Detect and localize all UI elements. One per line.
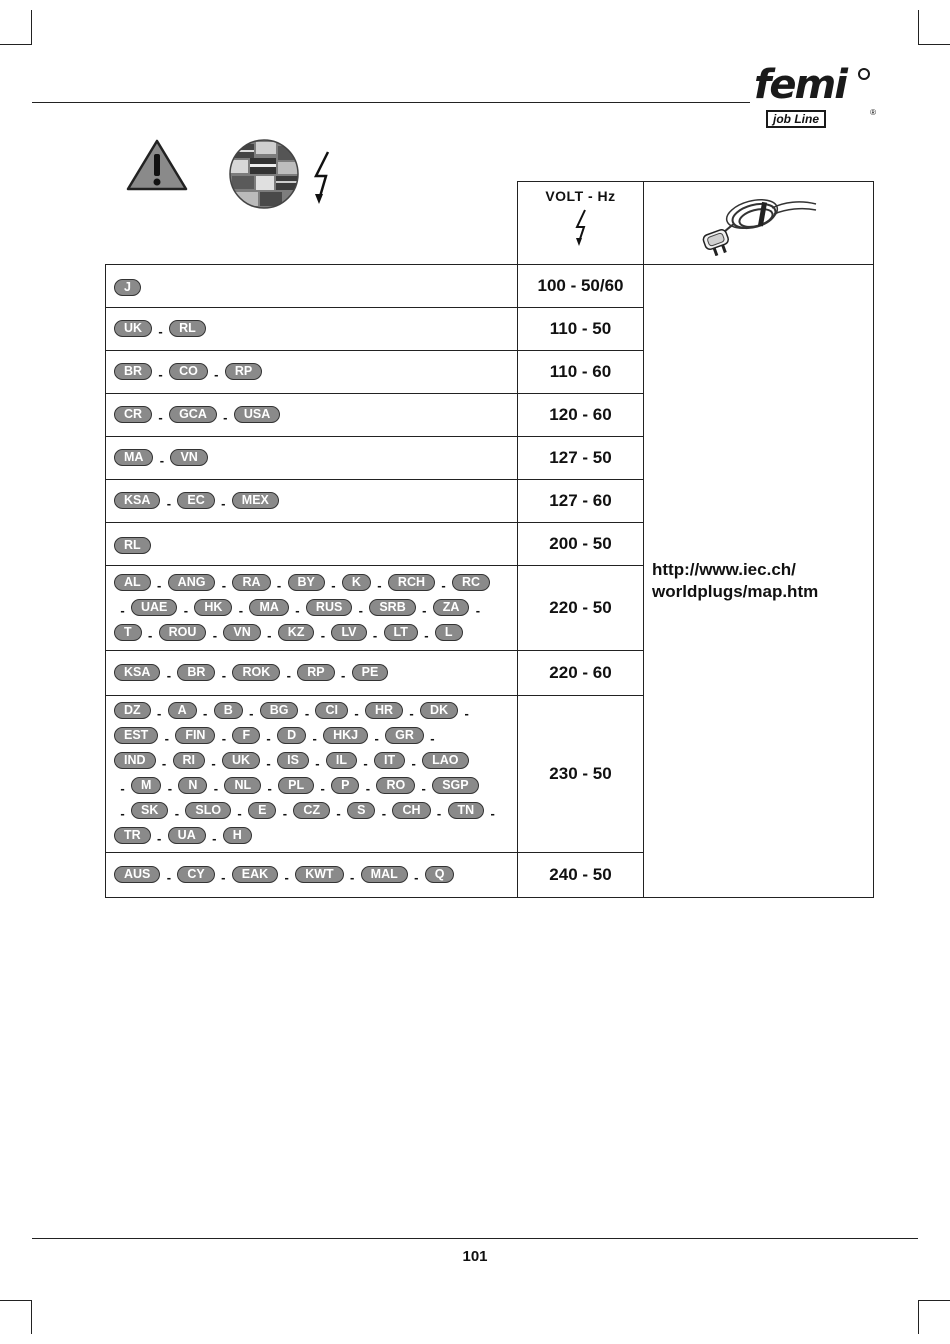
code-separator: -	[221, 869, 226, 885]
code-separator: -	[183, 602, 189, 618]
voltage-value: 127 - 50	[518, 437, 644, 480]
code-separator: -	[157, 706, 162, 721]
country-code-badge: T	[114, 624, 142, 641]
country-codes-cell	[106, 651, 518, 696]
country-code-badge: SLO	[185, 802, 231, 819]
voltage-value: 120 - 60	[518, 394, 644, 437]
country-codes-cell	[106, 523, 518, 566]
voltage-value: 110 - 60	[518, 351, 644, 394]
code-separator: -	[166, 869, 172, 885]
country-code-badge: E	[248, 802, 276, 819]
country-code-badge: RP	[297, 664, 334, 681]
country-codes-cell	[106, 308, 518, 351]
crop-mark-tr-v	[918, 10, 919, 44]
code-separator: -	[304, 706, 310, 721]
code-separator: -	[221, 577, 227, 593]
lightning-bolt-icon	[570, 208, 592, 248]
voltage-value: 100 - 50/60	[518, 265, 644, 308]
country-codes-cell	[106, 265, 518, 308]
code-separator: -	[441, 577, 446, 593]
code-separator: -	[315, 756, 320, 771]
code-separator: -	[320, 781, 325, 796]
registered-mark: ®	[870, 108, 876, 117]
voltage-value: 230 - 50	[518, 696, 644, 853]
country-code-badge: L	[435, 624, 463, 641]
code-separator: -	[157, 577, 162, 593]
country-code-badge: RCH	[388, 574, 435, 591]
country-code-badge: S	[347, 802, 375, 819]
country-code-badge: USA	[234, 406, 280, 423]
code-separator: -	[284, 869, 289, 885]
code-separator: -	[374, 731, 379, 746]
code-separator: -	[424, 627, 429, 643]
country-code-badge: B	[214, 702, 243, 719]
country-code-badge: RP	[225, 363, 262, 380]
code-separator: -	[276, 577, 282, 593]
code-separator: -	[436, 806, 442, 821]
code-separator: -	[203, 706, 208, 721]
code-separator: -	[267, 627, 272, 643]
crop-mark-tl-v	[31, 10, 32, 44]
country-code-badge: P	[331, 777, 359, 794]
country-code-badge: MA	[114, 449, 153, 466]
code-separator: -	[340, 667, 346, 683]
voltage-value: 240 - 50	[518, 853, 644, 898]
country-code-badge: UAE	[131, 599, 177, 616]
country-code-badge: UA	[168, 827, 206, 844]
country-code-badge: FIN	[175, 727, 215, 744]
country-code-badge: EAK	[232, 866, 278, 883]
country-codes-cell	[106, 437, 518, 480]
code-separator: -	[411, 756, 416, 771]
country-code-badge: F	[232, 727, 260, 744]
country-code-badge: RA	[232, 574, 270, 591]
code-separator: -	[120, 602, 125, 618]
code-separator: -	[349, 869, 355, 885]
country-code-badge: SRB	[369, 599, 415, 616]
code-separator: -	[475, 602, 481, 618]
country-code-badge: RL	[169, 320, 206, 337]
country-code-badge: UK	[114, 320, 152, 337]
country-code-badge: CR	[114, 406, 152, 423]
country-code-badge: ZA	[433, 599, 470, 616]
country-code-badge: KWT	[295, 866, 343, 883]
table-header-row	[106, 182, 874, 265]
country-code-badge: GCA	[169, 406, 217, 423]
country-code-badge: RUS	[306, 599, 352, 616]
brand-name: femi	[754, 62, 846, 108]
country-code-badge: HKJ	[323, 727, 368, 744]
code-separator: -	[381, 806, 387, 821]
header-rule	[32, 102, 750, 103]
country-code-badge: IND	[114, 752, 156, 769]
code-separator: -	[166, 667, 172, 683]
crop-mark-tr-h	[918, 44, 950, 45]
country-code-badge: J	[114, 279, 141, 296]
code-separator: -	[159, 452, 165, 468]
crop-mark-br-v	[918, 1300, 919, 1334]
code-separator: -	[295, 602, 300, 618]
country-codes-cell	[106, 696, 518, 853]
country-code-badge: MEX	[232, 492, 279, 509]
code-separator: -	[221, 495, 226, 511]
code-separator: -	[414, 869, 419, 885]
code-separator: -	[221, 667, 227, 683]
code-separator: -	[266, 756, 271, 771]
code-separator: -	[167, 781, 173, 796]
code-separator: -	[223, 409, 228, 425]
crop-mark-tl-h	[0, 44, 32, 45]
country-code-badge: RO	[376, 777, 415, 794]
code-separator: -	[331, 577, 336, 593]
country-codes-cell	[106, 394, 518, 437]
voltage-value: 127 - 60	[518, 480, 644, 523]
code-separator: -	[377, 577, 382, 593]
country-code-badge: ROU	[159, 624, 207, 641]
voltage-value: 220 - 50	[518, 566, 644, 651]
voltage-table	[105, 181, 874, 898]
country-code-badge: IL	[326, 752, 357, 769]
country-codes-cell	[106, 480, 518, 523]
country-codes-cell	[106, 351, 518, 394]
country-code-badge: BY	[288, 574, 325, 591]
country-code-badge: DZ	[114, 702, 151, 719]
country-codes-cell	[106, 566, 518, 651]
code-separator: -	[158, 366, 163, 382]
country-code-badge: RI	[173, 752, 206, 769]
country-code-badge: UK	[222, 752, 260, 769]
country-code-badge: IS	[277, 752, 309, 769]
country-code-badge: PE	[352, 664, 389, 681]
country-code-badge: KSA	[114, 664, 160, 681]
code-separator: -	[336, 806, 341, 821]
code-separator: -	[120, 806, 125, 821]
header-blank-cell	[106, 182, 518, 265]
country-code-badge: DK	[420, 702, 458, 719]
country-code-badge: M	[131, 777, 161, 794]
code-separator: -	[409, 706, 414, 721]
country-codes-cell	[106, 853, 518, 898]
country-code-badge: BG	[260, 702, 299, 719]
code-separator: -	[237, 806, 242, 821]
logo-ring-icon	[858, 68, 870, 80]
country-code-badge: A	[168, 702, 197, 719]
voltage-value: 220 - 60	[518, 651, 644, 696]
country-code-badge: CY	[177, 866, 214, 883]
code-separator: -	[372, 627, 378, 643]
code-separator: -	[211, 756, 216, 771]
country-code-badge: D	[277, 727, 306, 744]
country-code-badge: BR	[114, 363, 152, 380]
code-separator: -	[267, 781, 272, 796]
country-code-badge: BR	[177, 664, 215, 681]
country-code-badge: Q	[425, 866, 455, 883]
code-separator: -	[120, 781, 125, 796]
power-plug-cable-icon	[700, 190, 818, 256]
country-code-badge: IT	[374, 752, 405, 769]
code-separator: -	[249, 706, 254, 721]
header-volt-cell	[518, 182, 644, 265]
crop-mark-br-h	[918, 1300, 950, 1301]
country-code-badge: MA	[249, 599, 288, 616]
country-code-badge: LV	[331, 624, 366, 641]
code-separator: -	[422, 602, 427, 618]
country-code-badge: CZ	[293, 802, 330, 819]
code-separator: -	[365, 781, 371, 796]
code-separator: -	[212, 831, 217, 846]
code-separator: -	[464, 706, 469, 721]
country-code-badge: SK	[131, 802, 168, 819]
code-separator: -	[221, 731, 227, 746]
code-separator: -	[161, 756, 167, 771]
country-code-badge: ROK	[232, 664, 280, 681]
country-code-badge: EST	[114, 727, 158, 744]
code-separator: -	[213, 781, 219, 796]
country-code-badge: GR	[385, 727, 424, 744]
country-code-badge: TN	[448, 802, 485, 819]
country-code-badge: H	[223, 827, 252, 844]
country-code-badge: TR	[114, 827, 151, 844]
code-separator: -	[147, 627, 153, 643]
country-code-badge: ANG	[168, 574, 216, 591]
country-code-badge: CO	[169, 363, 208, 380]
reference-url[interactable]: http://www.iec.ch/ worldplugs/map.htm	[644, 265, 874, 898]
volt-hz-label: VOLT - Hz	[545, 188, 616, 204]
country-code-badge: RL	[114, 537, 151, 554]
page-number: 101	[462, 1248, 488, 1265]
code-separator: -	[286, 667, 291, 683]
country-code-badge: HR	[365, 702, 403, 719]
code-separator: -	[214, 366, 219, 382]
code-separator: -	[166, 495, 172, 511]
crop-mark-bl-v	[31, 1300, 32, 1334]
code-separator: -	[363, 756, 368, 771]
country-code-badge: KSA	[114, 492, 160, 509]
code-separator: -	[312, 731, 317, 746]
country-code-badge: HK	[194, 599, 232, 616]
country-code-badge: LT	[384, 624, 418, 641]
country-code-badge: KZ	[278, 624, 315, 641]
country-code-badge: LAO	[422, 752, 468, 769]
country-code-badge: RC	[452, 574, 490, 591]
country-code-badge: CI	[315, 702, 348, 719]
code-separator: -	[490, 806, 495, 821]
table-row	[106, 265, 874, 308]
brand-logo	[752, 62, 876, 134]
country-code-badge: SGP	[432, 777, 478, 794]
country-code-badge: PL	[278, 777, 314, 794]
code-separator: -	[212, 627, 218, 643]
country-code-badge: AUS	[114, 866, 160, 883]
code-separator: -	[282, 806, 288, 821]
country-code-badge: VN	[170, 449, 207, 466]
footer-rule	[32, 1238, 918, 1239]
code-separator: -	[421, 781, 426, 796]
code-separator: -	[158, 323, 163, 339]
country-code-badge: N	[178, 777, 207, 794]
code-separator: -	[430, 731, 435, 746]
country-code-badge: AL	[114, 574, 151, 591]
code-separator: -	[358, 602, 363, 618]
country-code-badge: VN	[223, 624, 260, 641]
voltage-value: 200 - 50	[518, 523, 644, 566]
code-separator: -	[266, 731, 271, 746]
code-separator: -	[238, 602, 244, 618]
country-code-badge: CH	[392, 802, 430, 819]
code-separator: -	[320, 627, 326, 643]
code-separator: -	[354, 706, 359, 721]
country-code-badge: NL	[224, 777, 261, 794]
code-separator: -	[157, 831, 162, 846]
brand-subline: job Line	[766, 110, 826, 128]
voltage-value: 110 - 50	[518, 308, 644, 351]
header-plug-cell	[644, 182, 874, 265]
country-code-badge: K	[342, 574, 371, 591]
country-code-badge: MAL	[361, 866, 408, 883]
code-separator: -	[164, 731, 169, 746]
crop-mark-bl-h	[0, 1300, 32, 1301]
country-code-badge: EC	[177, 492, 214, 509]
code-separator: -	[174, 806, 180, 821]
code-separator: -	[158, 409, 163, 425]
